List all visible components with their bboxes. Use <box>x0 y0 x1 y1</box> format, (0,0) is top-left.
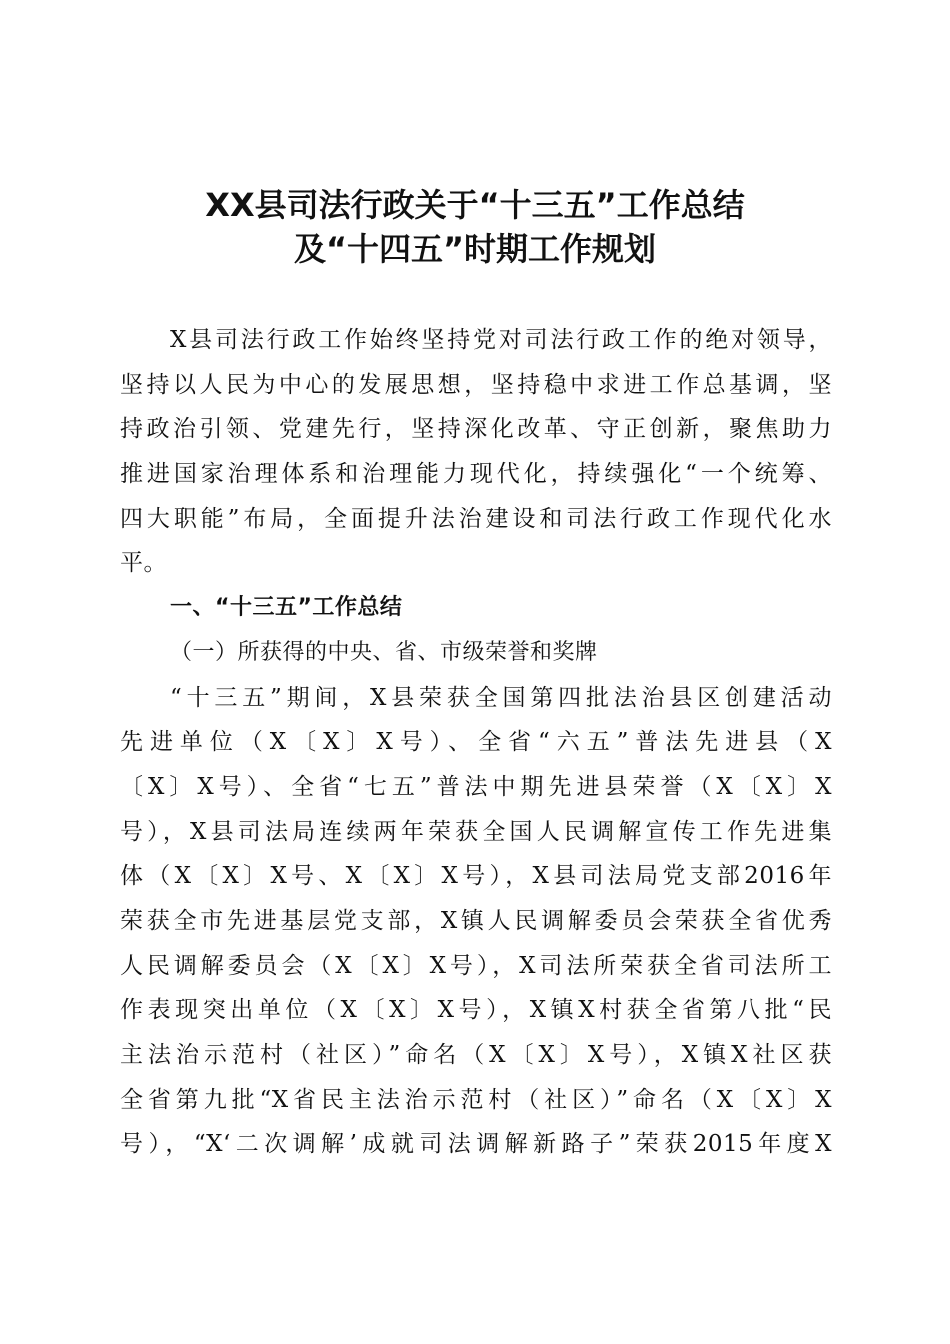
section-heading-1: 一、“十三五”工作总结 <box>170 595 403 621</box>
paragraph-1-line: 持政治引领、党建先行，坚持深化改革、守正创新，聚焦助力 <box>120 416 832 443</box>
paragraph-1-line: 坚持以人民为中心的发展思想，坚持稳中求进工作总基调，坚 <box>120 371 832 398</box>
document-title-line-2: 及“十四五”时期工作规划 <box>293 230 657 268</box>
section-heading-2: （一）所获得的中央、省、市级荣誉和奖牌 <box>170 639 598 665</box>
paragraph-1-line: 平。 <box>120 550 167 577</box>
paragraph-2-line: 荣获全市先进基层党支部，X镇人民调解委员会荣获全省优秀 <box>120 907 832 934</box>
paragraph-2-line: 〔X〕X号）、全省“七五”普法中期先进县荣誉（X〔X〕X <box>120 773 832 800</box>
paragraph-2-line: 人民调解委员会（X〔X〕X号），X司法所荣获全省司法所工 <box>120 952 832 979</box>
paragraph-1-line: 推进国家治理体系和治理能力现代化，持续强化“一个统筹、 <box>120 461 832 488</box>
paragraph-2-line: 先进单位（X〔X〕X号）、全省“六五”普法先进县（X <box>120 729 832 756</box>
document-body <box>120 318 832 1167</box>
paragraph-2-line: 全省第九批“X省民主法治示范村（社区）”命名（X〔X〕X <box>120 1086 832 1113</box>
paragraph-2-line: “十三五”期间，X县荣获全国第四批法治县区创建活动 <box>170 684 832 711</box>
paragraph-2-line: 号），“X‘二次调解’成就司法调解新路子”荣获2015年度X <box>120 1131 832 1158</box>
paragraph-2-line: 体（X〔X〕X号、X〔X〕X号），X县司法局党支部2016年 <box>120 863 832 890</box>
paragraph-1-line: X县司法行政工作始终坚持党对司法行政工作的绝对领导， <box>170 327 832 353</box>
document-title-line-1: XX县司法行政关于“十三五”工作总结 <box>205 186 745 224</box>
paragraph-2-line: 号），X县司法局连续两年荣获全国人民调解宣传工作先进集 <box>120 818 832 845</box>
paragraph-1-line: 四大职能”布局，全面提升法治建设和司法行政工作现代化水 <box>120 505 832 532</box>
paragraph-2-line: 主法治示范村（社区）”命名（X〔X〕X号），X镇X社区获 <box>120 1042 832 1068</box>
paragraph-2-line: 作表现突出单位（X〔X〕X号），X镇X村获全省第八批“民 <box>120 997 832 1024</box>
